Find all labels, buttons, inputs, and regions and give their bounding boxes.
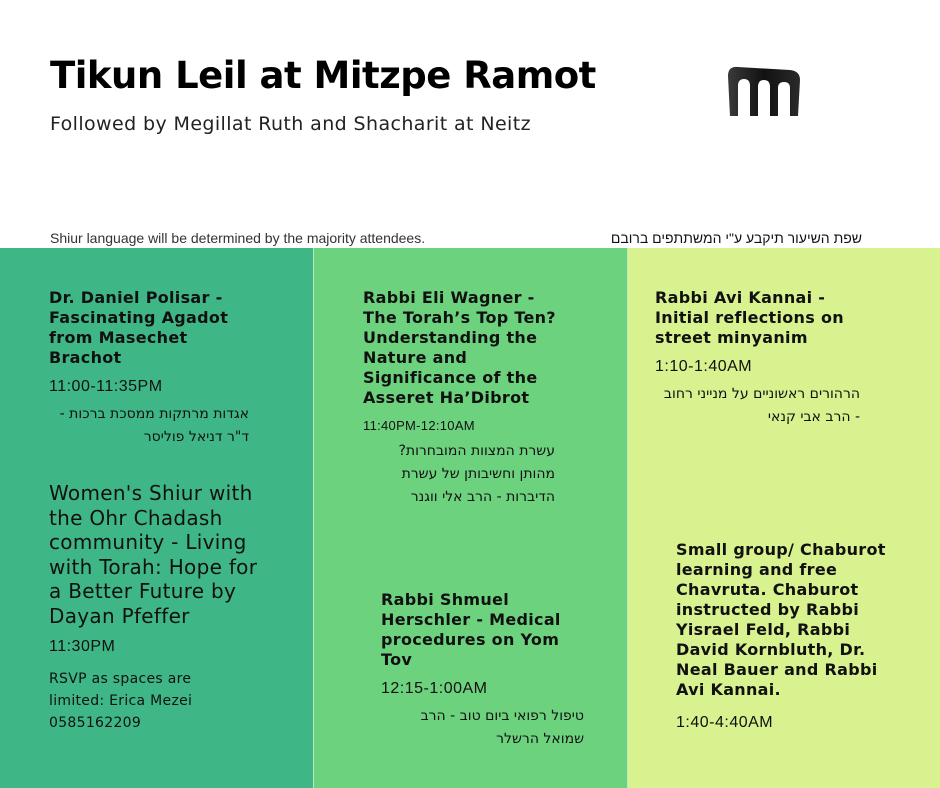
session-time: 11:00-11:35PM bbox=[49, 378, 163, 395]
session-time: 11:40PM-12:10AM bbox=[363, 418, 475, 433]
session-title: Dr. Daniel Polisar - Fascinating Agadot from Masechet Brachot bbox=[49, 288, 229, 367]
session-hebrew: טיפול רפואי ביום טוב - הרב שמואל הרשלר bbox=[420, 708, 584, 747]
language-note-hebrew: שפת השיעור תיקבע ע"י המשתתפים ברובם bbox=[610, 230, 862, 246]
page-subtitle: Followed by Megillat Ruth and Shacharit at Neitz bbox=[50, 113, 531, 135]
session-womens-shiur bbox=[49, 481, 274, 734]
language-note: Shiur language will be determined by the majority attendees. bbox=[50, 230, 426, 246]
session-kannai bbox=[655, 288, 870, 429]
session-title: Rabbi Eli Wagner - The Torah’s Top Ten? Understanding the Nature and Significance of the Asseret Ha’Dibrot bbox=[363, 288, 556, 407]
session-wagner bbox=[363, 288, 573, 509]
session-hebrew: הרהורים ראשוניים על מנייני רחוב - הרב אבי קנאי bbox=[663, 386, 860, 425]
session-title: Rabbi Shmuel Herschler - Medical procedures on Yom Tov bbox=[381, 590, 561, 669]
synagogue-arches-logo-icon bbox=[724, 62, 802, 120]
session-time: 1:10-1:40AM bbox=[655, 358, 753, 375]
session-hebrew: אגדות מרתקות ממסכת ברכות - ד"ר דניאל פוליסר bbox=[59, 406, 249, 445]
schedule-column-1 bbox=[0, 248, 313, 788]
session-chaburot bbox=[676, 540, 896, 732]
session-title: Women's Shiur with the Ohr Chadash community - Living with Torah: Hope for a Better Future by Dayan Pfeffer bbox=[49, 481, 258, 628]
session-herschler bbox=[381, 590, 586, 751]
session-hebrew: עשרת המצוות המובחרות? מהותן וחשיבותן של עשרת הדיברות - הרב אלי ווגנר bbox=[398, 443, 555, 505]
schedule-column-2 bbox=[313, 248, 627, 788]
session-time: 11:30PM bbox=[49, 638, 116, 655]
session-time: 12:15-1:00AM bbox=[381, 680, 488, 697]
session-time: 1:40-4:40AM bbox=[676, 714, 774, 731]
session-polisar bbox=[49, 288, 264, 449]
session-title: Rabbi Avi Kannai - Initial reflections on street minyanim bbox=[655, 288, 844, 347]
rsvp-note: RSVP as spaces are limited: Erica Mezei 0585162209 bbox=[49, 671, 193, 731]
page-title: Tikun Leil at Mitzpe Ramot bbox=[50, 54, 596, 97]
session-title: Small group/ Chaburot learning and free Chavruta. Chaburot instructed by Rabbi Yisrael Feld, Rabbi David Kornbluth, Dr. Neal Bauer and Rabbi Avi Kannai. bbox=[676, 540, 886, 699]
schedule-column-3 bbox=[627, 248, 940, 788]
